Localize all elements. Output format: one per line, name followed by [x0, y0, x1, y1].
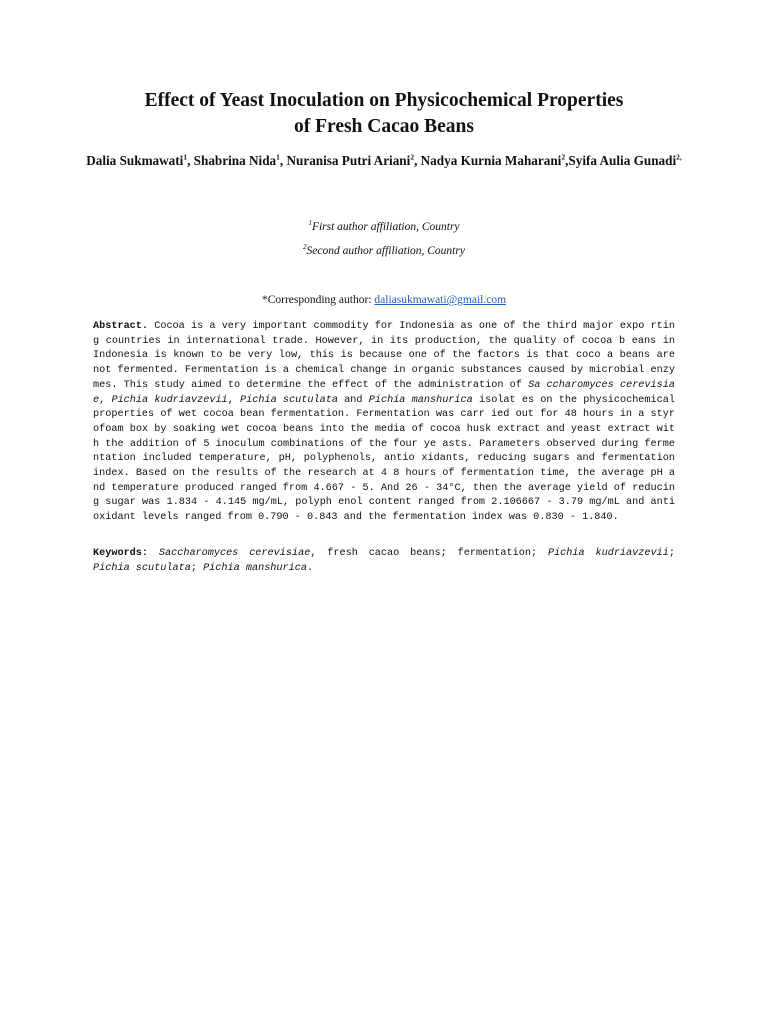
author-name: Nadya Kurnia Maharani	[420, 153, 562, 168]
abstract-text: Cocoa is a very important commodity for Indonesia as one of the third major expo rting countries in international trade. However, in its production, the quality of cocoa b eans in Indonesia is known to be very low, this is because one of the factors is that coco a beans are not fermented. Fermentation is a chemical change in organic substances caused by microbial enzymes. This study aimed to determine the effect of the administration of	[93, 321, 675, 391]
keyword: Pichia manshurica	[203, 562, 307, 574]
corresponding-author	[60, 293, 708, 308]
author-name: Nuranisa Putri Ariani	[286, 153, 411, 168]
corresponding-author-label: *Corresponding author:	[261, 294, 375, 306]
paper-title-line-1: Effect of Yeast Inoculation on Physicochemical Properties	[144, 90, 624, 111]
affiliation-marker: 2	[303, 243, 307, 252]
abstract-text: ,	[227, 394, 241, 406]
affiliation-text: Second author affiliation, Country	[306, 245, 465, 257]
paper-title-line-2: of Fresh Cacao Beans	[293, 116, 474, 137]
author-list	[80, 151, 688, 170]
author-separator: ,	[279, 153, 287, 168]
affiliation-marker: 1	[308, 219, 312, 228]
author-name: Syifa Aulia Gunadi	[568, 153, 677, 168]
keywords-text: ;	[190, 562, 204, 574]
author-separator: ,	[187, 153, 194, 168]
author-name: Dalia Sukmawati	[86, 153, 184, 168]
affiliation-1	[60, 220, 708, 235]
author-name: Shabrina Nida	[193, 153, 277, 168]
corresponding-email-link[interactable]: daliasukmawati@gmail.com	[374, 294, 507, 306]
author-affiliation-marker: 2,	[676, 152, 682, 162]
author-separator: ,	[565, 153, 569, 168]
author-separator: ,	[414, 153, 421, 168]
author-affiliation-marker: 1	[183, 152, 188, 162]
keywords-heading: Keywords:	[93, 548, 149, 559]
keywords-paragraph	[93, 547, 675, 576]
keywords-text: ;	[668, 548, 675, 559]
species-name: Pichia kudriavzevii	[111, 394, 228, 406]
abstract-text: ,	[99, 394, 112, 406]
keyword: Pichia kudriavzevii	[547, 548, 669, 559]
keyword: Pichia scutulata	[93, 562, 191, 574]
affiliation-2	[60, 244, 708, 259]
abstract-text: and	[337, 394, 369, 406]
abstract-paragraph	[93, 320, 675, 526]
author-affiliation-marker: 1	[276, 152, 280, 162]
affiliation-text: First author affiliation, Country	[311, 221, 460, 233]
abstract-text: isolat es on the physicochemical properties of wet cocoa bean fermentation. Fermentation was carr ied out for 48 hours in a styrofoam box by soaking wet cocoa beans into the media of cocoa husk extract and yeast extract with the addition of 5 inoculum combinations of the four ye asts. Parameters observed during fermentation included temperature, pH, polyphenols, antio xidants, reducing sugars and fermentation index. Based on the results of the research at 4 8 hours of fermentation time, the average pH and temperature produced ranged from 4.667 - 5. And 26 - 34°C, then the average yield of reducing sugar was 1.834 - 4.145 mg/mL, polyph enol content ranged from 2.106667 - 3.79 mg/mL and antioxidant levels ranged from 0.790 - 0.843 and the fermentation index was 0.830 - 1.840.	[93, 394, 675, 524]
abstract-heading: Abstract.	[93, 321, 149, 332]
author-affiliation-marker: 2	[561, 152, 566, 162]
keywords-text: , fresh cacao beans; fermentation;	[310, 548, 548, 559]
keywords-text: .	[307, 562, 314, 574]
author-affiliation-marker: 2	[410, 152, 415, 162]
species-name: Sa ccharomyces cerevisiae	[93, 379, 675, 406]
species-name: Pichia scutulata	[240, 394, 338, 406]
keyword: Saccharomyces cerevisiae	[158, 548, 311, 559]
species-name: Pichia manshurica	[368, 394, 473, 406]
paper-title	[60, 88, 708, 140]
